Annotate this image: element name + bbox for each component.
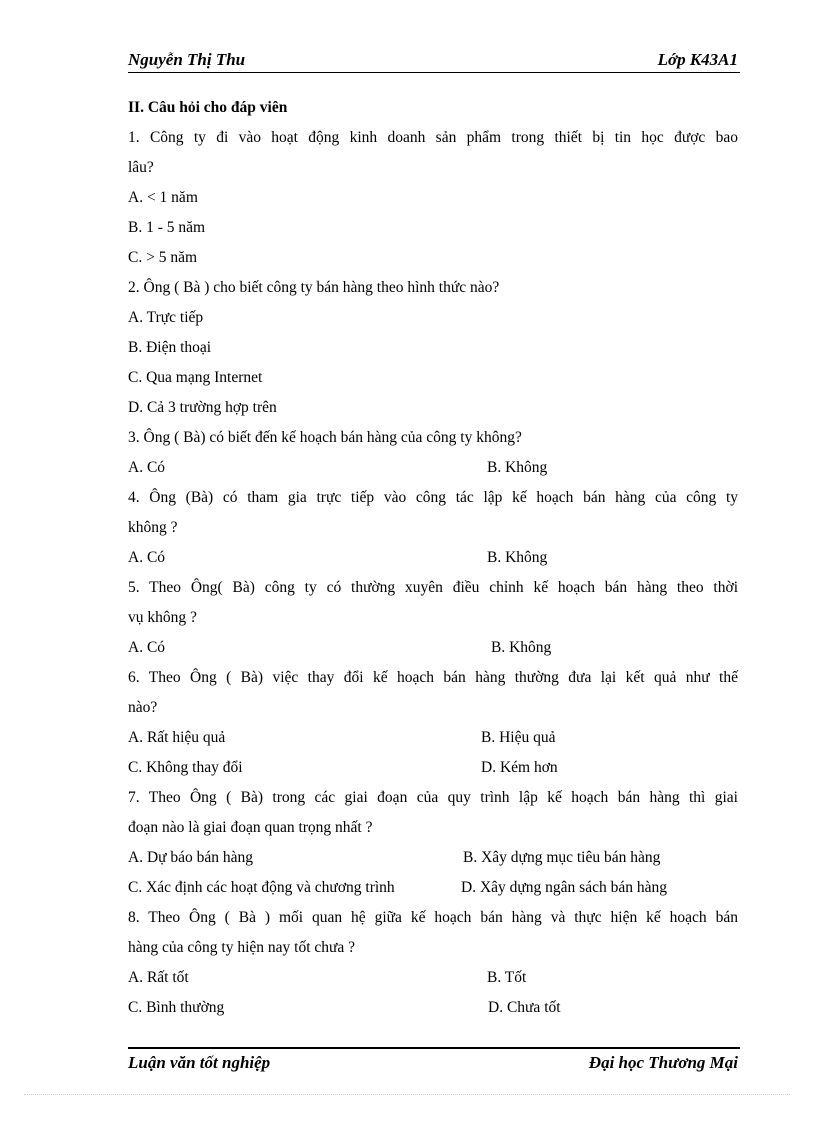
question-8-line-1: 8. Theo Ông ( Bà ) mối quan hệ giữa kế hoạch bán hàng và thực hiện kế hoạch bán (128, 909, 738, 926)
q8-option-b: B. Tốt (487, 969, 527, 986)
q6-option-b: B. Hiệu quả (481, 729, 556, 746)
page-bottom-dotted-border (24, 1094, 790, 1095)
question-5-line-2: vụ không ? (128, 609, 197, 626)
q3-option-a: A. Có (128, 459, 166, 476)
q6-option-a: A. Rất hiệu quả (128, 729, 226, 746)
q6-option-d: D. Kém hơn (481, 759, 558, 776)
q1-option-c: C. > 5 năm (128, 249, 198, 266)
q8-option-d: D. Chưa tốt (488, 999, 561, 1016)
q8-options-row-1 (128, 963, 738, 993)
footer-thesis-label: Luận văn tốt nghiệp (128, 1053, 271, 1072)
question-7-line-1: 7. Theo Ông ( Bà) trong các giai đoạn của quy trình lập kế hoạch bán hàng thì giai (128, 789, 738, 806)
q7-option-b: B. Xây dựng mục tiêu bán hàng (463, 849, 661, 866)
question-4-line-1: 4. Ông (Bà) có tham gia trực tiếp vào công tác lập kế hoạch bán hàng của công ty (128, 489, 738, 506)
page-header (128, 50, 738, 72)
q7-option-a: A. Dự báo bán hàng (128, 849, 254, 866)
section-title: II. Câu hỏi cho đáp viên (128, 99, 288, 116)
q6-options-row-1 (128, 723, 738, 753)
question-2: 2. Ông ( Bà ) cho biết công ty bán hàng theo hình thức nào? (128, 279, 500, 296)
footer-rule (128, 1047, 740, 1049)
question-3: 3. Ông ( Bà) có biết đến kế hoạch bán hàng của công ty không? (128, 429, 522, 446)
q1-option-b: B. 1 - 5 năm (128, 219, 206, 236)
q4-options (128, 543, 738, 573)
question-1-line-1: 1. Công ty đi vào hoạt động kinh doanh sản phẩm trong thiết bị tin học được bao (128, 129, 738, 146)
q4-option-b: B. Không (487, 549, 548, 566)
document-body (128, 93, 738, 1023)
q2-option-b: B. Điện thoại (128, 339, 212, 356)
q6-option-c: C. Không thay đổi (128, 759, 243, 776)
q6-options-row-2 (128, 753, 738, 783)
q8-option-a: A. Rất tốt (128, 969, 189, 986)
q4-option-a: A. Có (128, 549, 166, 566)
question-6-line-1: 6. Theo Ông ( Bà) việc thay đổi kế hoạch bán hàng thường đưa lại kết quả như thế (128, 669, 738, 686)
q3-options (128, 453, 738, 483)
q2-option-a: A. Trực tiếp (128, 309, 204, 326)
q8-option-c: C. Bình thường (128, 999, 225, 1016)
q1-option-a: A. < 1 năm (128, 189, 198, 206)
q5-option-b: B. Không (491, 639, 552, 656)
question-4-line-2: không ? (128, 519, 178, 536)
q5-option-a: A. Có (128, 639, 166, 656)
page-footer (128, 1053, 738, 1075)
q3-option-b: B. Không (487, 459, 548, 476)
header-author: Nguyễn Thị Thu (128, 50, 246, 69)
q5-options (128, 633, 738, 663)
question-8-line-2: hàng của công ty hiện nay tốt chưa ? (128, 939, 356, 956)
footer-university: Đại học Thương Mại (588, 1053, 738, 1072)
q2-option-c: C. Qua mạng Internet (128, 369, 263, 386)
question-1-line-2: lâu? (128, 159, 154, 176)
q7-options-row-2 (128, 873, 738, 903)
header-rule (128, 72, 740, 73)
question-6-line-2: nào? (128, 699, 158, 716)
header-class: Lớp K43A1 (657, 50, 738, 69)
q2-option-d: D. Cả 3 trường hợp trên (128, 399, 277, 416)
q7-options-row-1 (128, 843, 738, 873)
q7-option-d: D. Xây dựng ngân sách bán hàng (461, 879, 667, 896)
q7-option-c: C. Xác định các hoạt động và chương trình (128, 879, 395, 896)
question-5-line-1: 5. Theo Ông( Bà) công ty có thường xuyên điều chỉnh kế hoạch bán hàng theo thời (128, 579, 738, 596)
question-7-line-2: đoạn nào là giai đoạn quan trọng nhất ? (128, 819, 373, 836)
q8-options-row-2 (128, 993, 738, 1023)
